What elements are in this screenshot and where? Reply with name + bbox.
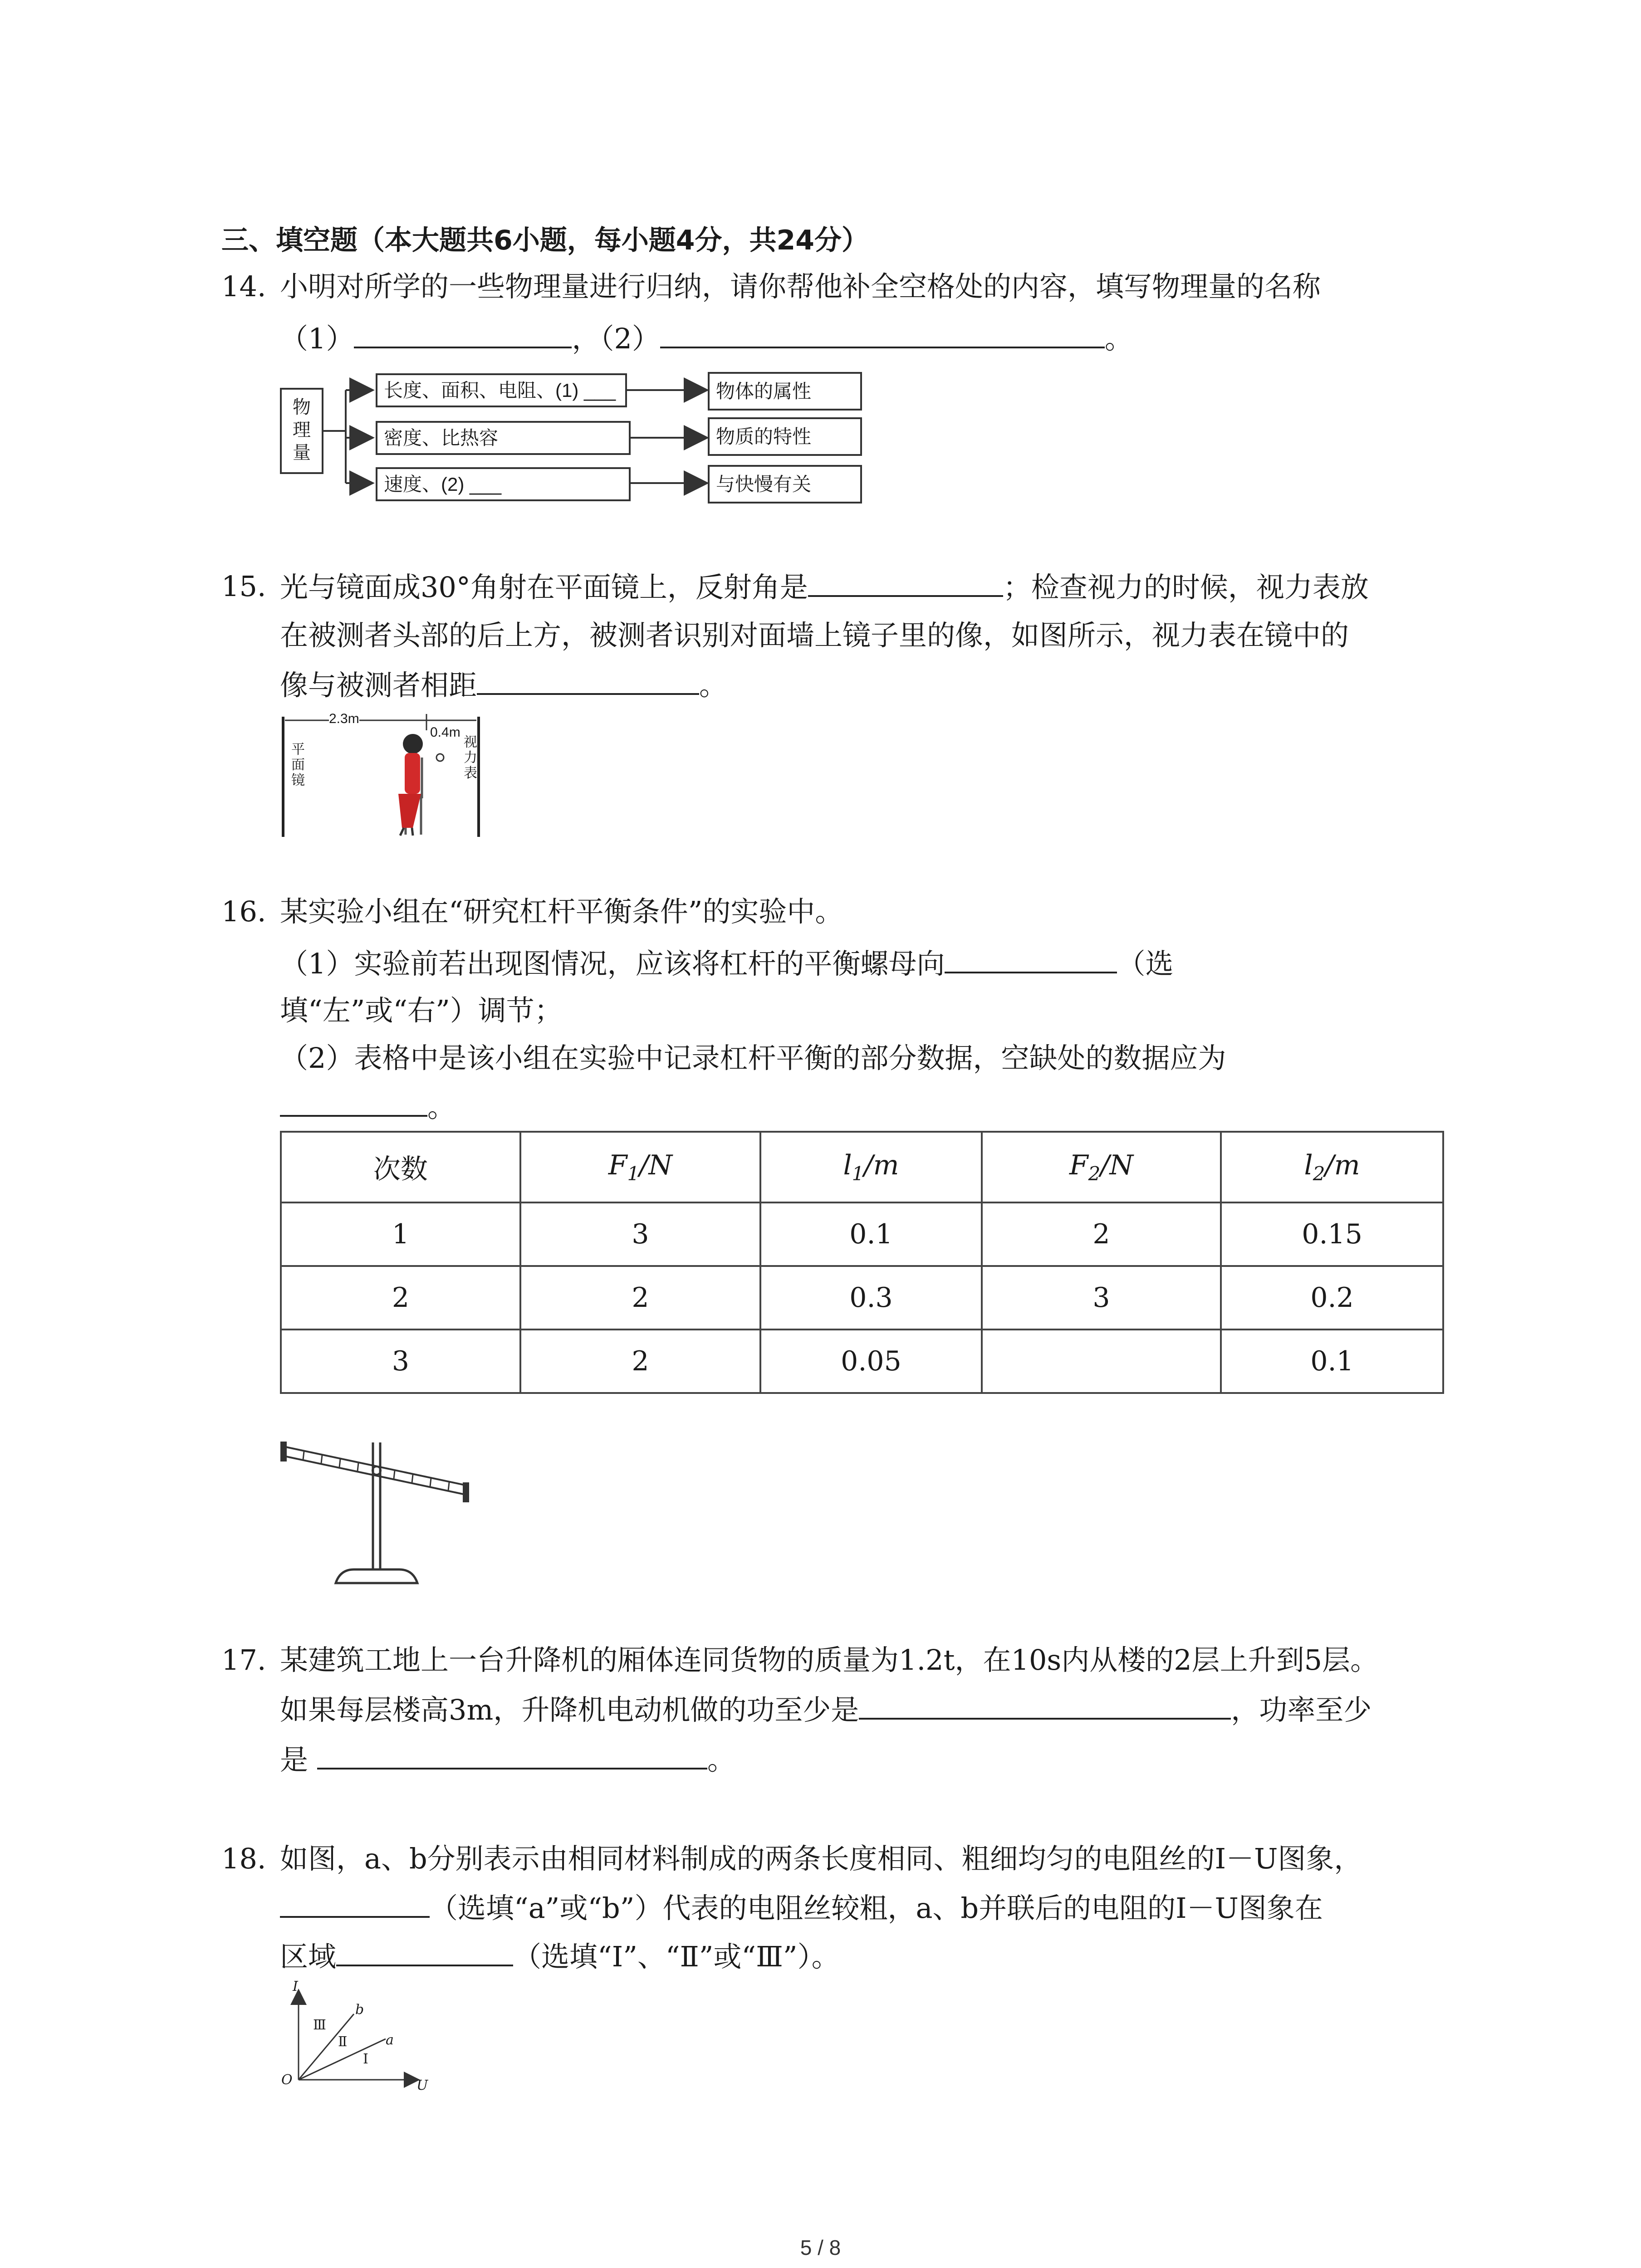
q15-text-line2: 在被测者头部的后上方，被测者识别对面墙上镜子里的像，如图所示，视力表在镜中的 bbox=[280, 619, 1349, 652]
q18-text-line2 bbox=[280, 1892, 1323, 1924]
q16-line2-end: （选 bbox=[1117, 947, 1174, 980]
q17-line2-start: 如果每层楼高3m，升降机电动机做的功至少是 bbox=[280, 1693, 859, 1726]
q15-line1-end: ；检查视力的时候，视力表放 bbox=[1003, 571, 1369, 604]
table-cell: 3 bbox=[982, 1266, 1221, 1330]
table-cell: 0.2 bbox=[1221, 1266, 1443, 1330]
q14-root-char: 理 bbox=[293, 420, 311, 440]
q16-data-table bbox=[280, 1131, 1444, 1394]
q18-blank1[interactable] bbox=[280, 1892, 430, 1918]
q14-left-box-2: 密度、比热容 bbox=[376, 421, 631, 455]
region-1-label: Ⅰ bbox=[363, 2051, 368, 2067]
table-row bbox=[281, 1266, 1443, 1330]
q15-line1-start: 光与镜面成30°角射在平面镜上，反射角是 bbox=[280, 571, 808, 604]
q15-mirror-char: 平 bbox=[291, 742, 305, 757]
q16-text-line2 bbox=[280, 947, 1173, 980]
table-header-cell: $F_2/N$ bbox=[982, 1132, 1221, 1202]
q18-line2-text: （选填“a”或“b”）代表的电阻丝较粗，a、b并联后的电阻的I－U图象在 bbox=[430, 1892, 1323, 1925]
q18-iu-graph bbox=[277, 1982, 431, 2096]
q16-blank1[interactable] bbox=[945, 947, 1117, 973]
table-header-cell: $F_1/N$ bbox=[520, 1132, 760, 1202]
q15-text-line3 bbox=[280, 669, 727, 701]
table-cell-empty[interactable] bbox=[982, 1330, 1221, 1393]
q17-line2-end: ，功率至少 bbox=[1231, 1693, 1372, 1726]
q17-line3-start: 是 bbox=[280, 1743, 309, 1776]
q17-line3-end: 。 bbox=[707, 1743, 736, 1776]
q17-blank1[interactable] bbox=[859, 1693, 1231, 1720]
q16-text-line3: 填“左”或“右”）调节； bbox=[280, 994, 563, 1027]
q15-mirror-char: 面 bbox=[291, 758, 305, 772]
q14-blank2[interactable] bbox=[660, 322, 1105, 348]
q14-root-char: 量 bbox=[293, 443, 311, 463]
q15-mirror-char: 镜 bbox=[291, 773, 305, 788]
table-cell: 2 bbox=[982, 1202, 1221, 1266]
q14-left-box-3: 速度、(2) ___ bbox=[376, 467, 631, 501]
line-b-label: b bbox=[355, 2002, 364, 2018]
table-cell: 3 bbox=[281, 1330, 520, 1393]
q14-left-box-1: 长度、面积、电阻、(1) ___ bbox=[376, 373, 627, 407]
q15-diagram bbox=[277, 708, 495, 839]
q17-text-line1: 某建筑工地上一台升降机的厢体连同货物的质量为1.2t，在10s内从楼的2层上升到5层。 bbox=[280, 1643, 1379, 1677]
q14-root-char: 物 bbox=[293, 397, 311, 417]
table-header-cell: $l_2/m$ bbox=[1221, 1132, 1443, 1202]
q15-chart-char: 表 bbox=[464, 766, 477, 781]
q16-blank2[interactable] bbox=[280, 1090, 427, 1117]
q14-end: 。 bbox=[1104, 322, 1133, 355]
q14-blank2-label: （2） bbox=[600, 322, 660, 355]
page-number: 5 / 8 bbox=[800, 2236, 841, 2259]
q16-lever-figure bbox=[272, 1433, 490, 1588]
q16-number: 16. bbox=[221, 895, 266, 928]
q14-right-box-3: 与快慢有关 bbox=[708, 465, 862, 503]
q14-blank1-label: （1） bbox=[280, 322, 354, 355]
q18-blank2[interactable] bbox=[336, 1940, 513, 1966]
q18-text-line1: 如图，a、b分别表示由相同材料制成的两条长度相同、粗细均匀的电阻丝的I－U图象， bbox=[280, 1842, 1362, 1875]
q14-root-box bbox=[280, 388, 323, 474]
q14-blank1[interactable] bbox=[354, 322, 572, 348]
q15-dim-distance-2: 0.4m bbox=[430, 725, 460, 740]
q14-number: 14. bbox=[221, 270, 266, 303]
q16-text-line1: 某实验小组在“研究杠杆平衡条件”的实验中。 bbox=[280, 895, 843, 928]
axis-label-i: I bbox=[293, 1979, 298, 1994]
q16-line2-start: （1）实验前若出现图情况，应该将杠杆的平衡螺母向 bbox=[280, 947, 945, 980]
q14-text-line1: 小明对所学的一些物理量进行归纳，请你帮他补全空格处的内容，填写物理量的名称 bbox=[280, 270, 1321, 303]
q14-right-box-2: 物质的特性 bbox=[708, 417, 862, 456]
q15-chart-char: 视 bbox=[464, 735, 477, 750]
q16-text-line4: （2）表格中是该小组在实验中记录杠杆平衡的部分数据，空缺处的数据应为 bbox=[280, 1041, 1226, 1075]
origin-label: O bbox=[281, 2072, 293, 2088]
q17-number: 17. bbox=[221, 1643, 266, 1677]
q18-number: 18. bbox=[221, 1842, 266, 1875]
table-header-cell: $l_1/m$ bbox=[760, 1132, 982, 1202]
q15-line3-end: 。 bbox=[699, 669, 728, 702]
table-cell: 2 bbox=[281, 1266, 520, 1330]
table-cell: 0.3 bbox=[760, 1266, 982, 1330]
table-cell: 0.15 bbox=[1221, 1202, 1443, 1266]
table-cell: 2 bbox=[520, 1330, 760, 1393]
q14-right-box-1: 物体的属性 bbox=[708, 372, 862, 411]
table-row bbox=[281, 1330, 1443, 1393]
q15-chart-label bbox=[463, 735, 478, 781]
table-row bbox=[281, 1202, 1443, 1266]
q14-blank-line bbox=[280, 322, 1133, 355]
q15-number: 15. bbox=[221, 570, 266, 603]
table-cell: 0.1 bbox=[1221, 1330, 1443, 1393]
q17-text-line3 bbox=[280, 1743, 735, 1776]
table-cell: 3 bbox=[520, 1202, 760, 1266]
q18-line3-end: （选填“Ⅰ”、“Ⅱ”或“Ⅲ”）。 bbox=[513, 1940, 840, 1973]
q15-blank1[interactable] bbox=[808, 571, 1003, 597]
q14-separator: ， bbox=[572, 322, 600, 355]
balance-nut-right bbox=[463, 1482, 469, 1502]
q15-mirror-label bbox=[290, 742, 306, 788]
table-cell: 2 bbox=[520, 1266, 760, 1330]
table-cell: 0.1 bbox=[760, 1202, 982, 1266]
axis-label-u: U bbox=[416, 2077, 428, 2093]
section-heading: 三、填空题（本大题共6小题，每小题4分，共24分） bbox=[221, 225, 869, 256]
q15-chart-char: 力 bbox=[464, 750, 477, 765]
table-cell: 1 bbox=[281, 1202, 520, 1266]
q15-dim-distance-1: 2.3m bbox=[329, 711, 359, 726]
q17-blank2[interactable] bbox=[317, 1743, 707, 1769]
q17-text-line2 bbox=[280, 1693, 1372, 1726]
q18-line3-start: 区域 bbox=[280, 1940, 337, 1973]
q15-line3-start: 像与被测者相距 bbox=[280, 669, 477, 702]
region-2-label: Ⅱ bbox=[338, 2034, 348, 2050]
lever-stand-base bbox=[336, 1569, 417, 1583]
q18-text-line3 bbox=[280, 1940, 840, 1973]
region-3-label: Ⅲ bbox=[313, 2017, 326, 2033]
q16-text-line5 bbox=[280, 1090, 456, 1123]
balance-nut-left bbox=[280, 1442, 287, 1461]
q15-text-line1 bbox=[280, 571, 1369, 603]
table-cell: 0.05 bbox=[760, 1330, 982, 1393]
q15-blank2[interactable] bbox=[477, 669, 699, 695]
q16-line5-end: 。 bbox=[427, 1090, 456, 1124]
table-header-cell: 次数 bbox=[281, 1132, 520, 1202]
line-a-label: a bbox=[386, 2032, 394, 2048]
table-header-row bbox=[281, 1132, 1443, 1202]
